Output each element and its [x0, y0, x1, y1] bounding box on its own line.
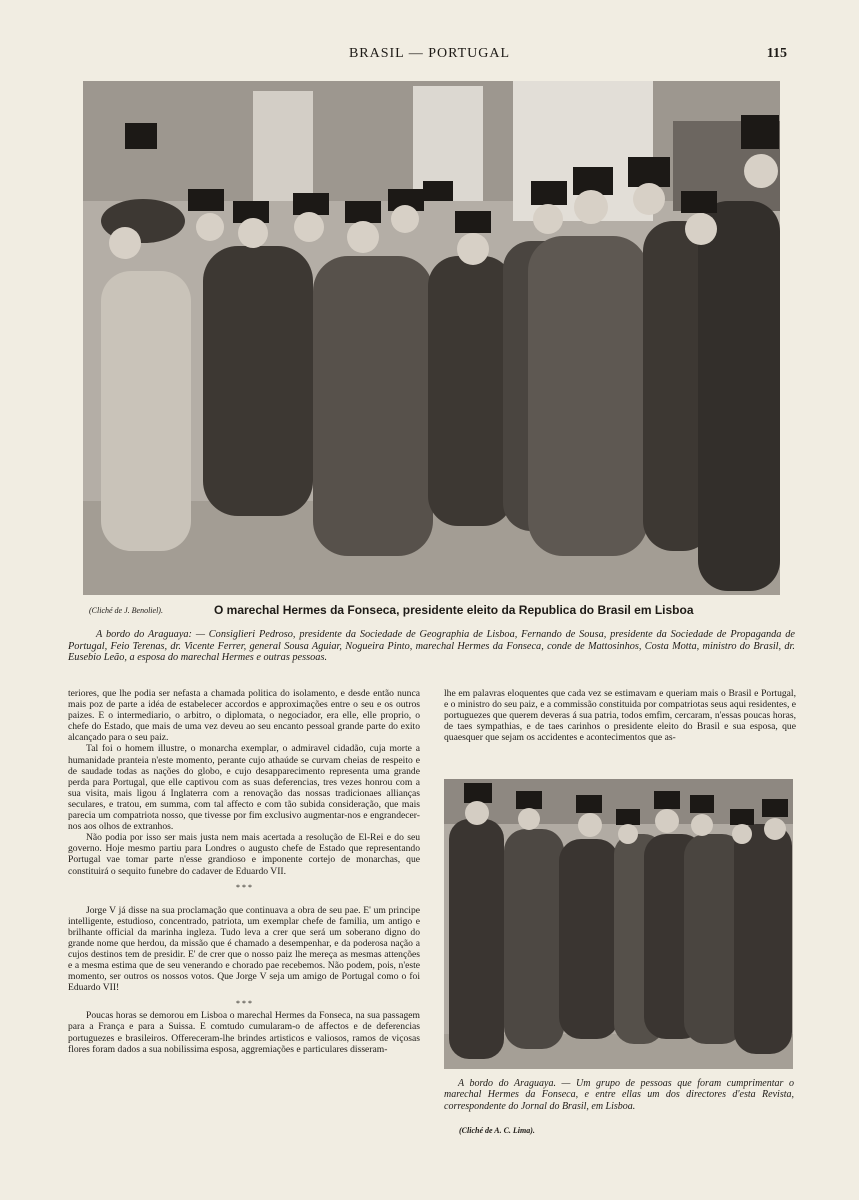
paragraph: teriores, que lhe podia ser nefasta a chamada politica do isolamento, e desde então nunca mais poz de parte a idéa de estabelecer accordos e approximações entre o seu e os outros paizes. E o intermediario, o arbitro, o diplomata, o negociador, era elle, elle proprio, o chefe do Estado, que mais de uma vez deveu ao seu encanto pessoal grande parte do exito alcançado para o seu paiz.: [68, 688, 420, 744]
text-column-right: [444, 688, 796, 743]
paragraph: Poucas horas se demorou em Lisboa o marechal Hermes da Fonseca, na sua passagem para a França e para a Suissa. E comtudo cumularam-o de affectos e de deferencias portuguezes e brasileiros. Offereceram-lhe brindes artisticos e valiosos, ramos de viçosas flores foram dados a sua nobilissima esposa, aggremiações e particulares disseram-: [68, 1010, 420, 1055]
group-photograph: [444, 779, 793, 1069]
section-divider: * * *: [236, 999, 252, 1009]
photo-credit: (Cliché de J. Benoliel).: [89, 606, 163, 615]
photo-subcaption: A bordo do Araguaya: — Consiglieri Pedroso, presidente da Sociedade de Geographia de Lisboa, Fernando de Sousa, presidente da Sociedade de Propaganda de Portugal, Feio Terenas, dr. Vicente Ferrer, general Sousa Aguiar, Nogueira Pinto, marechal Hermes da Fonseca, conde de Mattosinhos, Costa Motta, ministro do Brasil, dr. Eusebio Leão, a esposa do marechal Hermes e outras pessoas.: [68, 629, 795, 663]
section-divider: * * *: [236, 882, 252, 892]
paragraph: lhe em palavras eloquentes que cada vez se estimavam e queriam mais o Brasil e Portugal, e o ministro do seu paiz, e a commissão constituida por compatriotas seus aqui residentes, e portuguezes que querem deveras á sua patria, todos emfim, cercaram, n'essas poucas horas, de taes sympathias, e de taes carinhos o presidente eleito do Brasil e sua esposa, que quaesquer que sejam os accidentes e acontecimentos que as-: [444, 688, 796, 744]
paragraph: Tal foi o homem illustre, o monarcha exemplar, o admiravel cidadão, cuja morte a humanidade pranteia n'este momento, perante cujo athaúde se curvam cheias de respeito e de saudade todas as nações do globo, e cujo desapparecimento representa uma grande perda para Portugal, que elle captivou com as suas deferencias, tres vezes honrou com a sua visita, mais ligou á Inglaterra com a renovação das nossas tradicionaes allianças seculares, e tratou, em summa, com tal affecto e com tão subida consideração, que mais parecia um compatriota nosso, que tivesse por fim exclusivo augmentar-nos e engrandecer-nos aos olhos de extranhos.: [68, 743, 420, 833]
group-photograph: [83, 81, 780, 595]
photo-hermes-aboard-araguaya: [83, 81, 780, 595]
text-column-left: [68, 688, 420, 1055]
photo-caption: O marechal Hermes da Fonseca, presidente eleito da Republica do Brasil em Lisboa: [214, 603, 694, 617]
running-title: BRASIL — PORTUGAL: [348, 46, 511, 61]
paragraph: Jorge V já disse na sua proclamação que continuava a obra de seu pae. E' um principe intelligente, estudioso, concentrado, patriota, um exemplar chefe de familia, um antigo e brilhante official da marinha ingleza. Tudo leva a crer que será um soberano digno do grande nome que herdou, da missão que é chamado a desempenhar, e da poderosa nação a cujos destinos tem de presidir. E' de crer que o nosso paiz lhe mereça as mesmas attenções e a mesma estima que de seu venerando e chorado pae recebemos. Não podem, pois, n'este momento, ser outros os nossos votos. Que Jorge V seja um amigo de Portugal como o foi Eduardo VII!: [68, 904, 420, 994]
photo-caption-bottom: A bordo do Araguaya. — Um grupo de pessoas que foram cumprimentar o marechal Hermes da Fonseca, e entre ellas um dos directores d'esta Revista, correspondente do Jornal do Brasil, em Lisboa.: [444, 1078, 794, 1112]
page-number: 115: [766, 46, 787, 61]
paragraph: Não podia por isso ser mais justa nem mais acertada a resolução de El-Rei e do seu governo. Hoje mesmo partiu para Londres o augusto chefe de Estado que representando Portugal vae tomar parte n'esse grandioso e imponente cortejo de monarchas, que constituirá o sequito funebre do cadaver de Eduardo VII.: [68, 832, 420, 877]
page-header: [0, 46, 859, 66]
photo-credit-bottom: (Cliché de A. C. Lima).: [459, 1126, 535, 1135]
photo-group-greeting: [444, 779, 793, 1069]
